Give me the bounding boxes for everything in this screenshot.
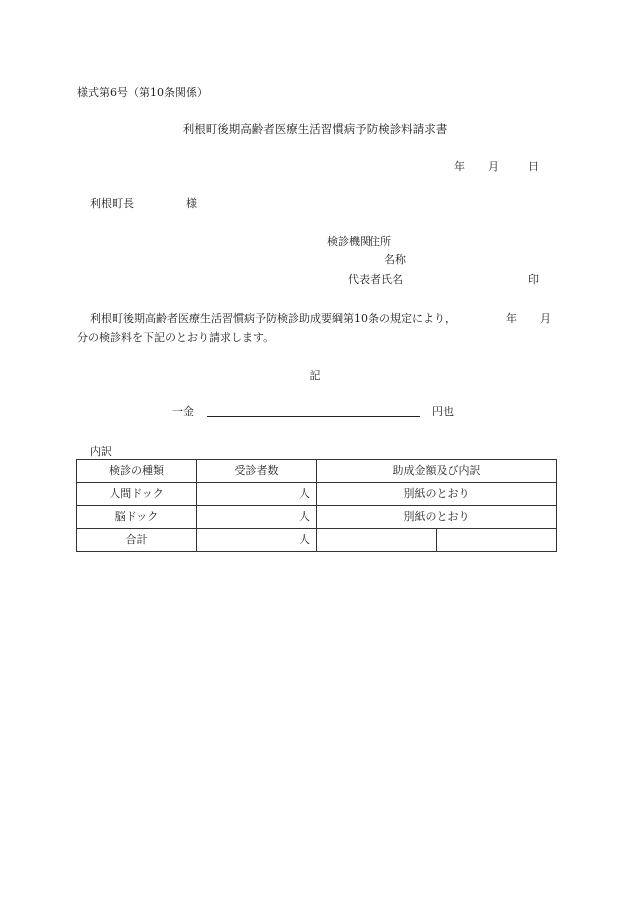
date-year-label: 年 <box>454 160 465 173</box>
request-text-line1: 利根町後期高齢者医療生活習慣病予防検診助成要綱第10条の規定により， <box>90 312 456 325</box>
examinee-count-cell: 人 <box>197 483 317 506</box>
representative-name-label: 代表者氏名 <box>348 273 403 286</box>
table-header-row <box>77 460 557 483</box>
breakdown-label: 内訳 <box>90 445 112 458</box>
header-subsidy-detail: 助成金額及び内訳 <box>317 460 557 483</box>
table-total-row <box>77 529 557 552</box>
seal-mark: 印 <box>528 273 539 286</box>
total-label-cell: 合計 <box>77 529 197 552</box>
form-number: 様式第6号（第10条関係） <box>77 86 208 99</box>
date-line <box>454 160 539 174</box>
amount-suffix: 円也 <box>432 405 454 418</box>
amount-prefix: 一金 <box>172 405 194 418</box>
header-exam-type: 検診の種類 <box>77 460 197 483</box>
request-year-label: 年 <box>506 312 517 325</box>
addressee-honorific: 様 <box>186 197 197 210</box>
document-title: 利根町後期高齢者医療生活習慣病予防検診料請求書 <box>182 122 448 136</box>
total-amount-cell <box>317 529 437 552</box>
date-day-label: 日 <box>528 160 539 173</box>
table-row <box>77 483 557 506</box>
subsidy-detail-cell: 別紙のとおり <box>317 483 557 506</box>
amount-underline <box>207 416 420 417</box>
total-detail-cell <box>437 529 557 552</box>
header-examinee-count: 受診者数 <box>197 460 317 483</box>
breakdown-table <box>76 459 557 552</box>
clinic-name-label: 名称 <box>384 253 406 266</box>
request-month-label: 月 <box>540 312 551 325</box>
clinic-address-row <box>327 235 391 249</box>
date-month-label: 月 <box>488 160 499 173</box>
addressee-name: 利根町長 <box>90 197 134 210</box>
subsidy-detail-cell: 別紙のとおり <box>317 506 557 529</box>
exam-type-cell: 人間ドック <box>77 483 197 506</box>
addressee <box>90 197 197 211</box>
clinic-label: 検診機関 <box>327 235 371 248</box>
ki-heading: 記 <box>309 369 321 382</box>
request-text-line2: 分の検診料を下記のとおり請求します。 <box>77 331 275 344</box>
total-count-cell: 人 <box>197 529 317 552</box>
exam-type-cell: 脳ドック <box>77 506 197 529</box>
clinic-address-label: 住所 <box>369 235 391 248</box>
table-row <box>77 506 557 529</box>
examinee-count-cell: 人 <box>197 506 317 529</box>
